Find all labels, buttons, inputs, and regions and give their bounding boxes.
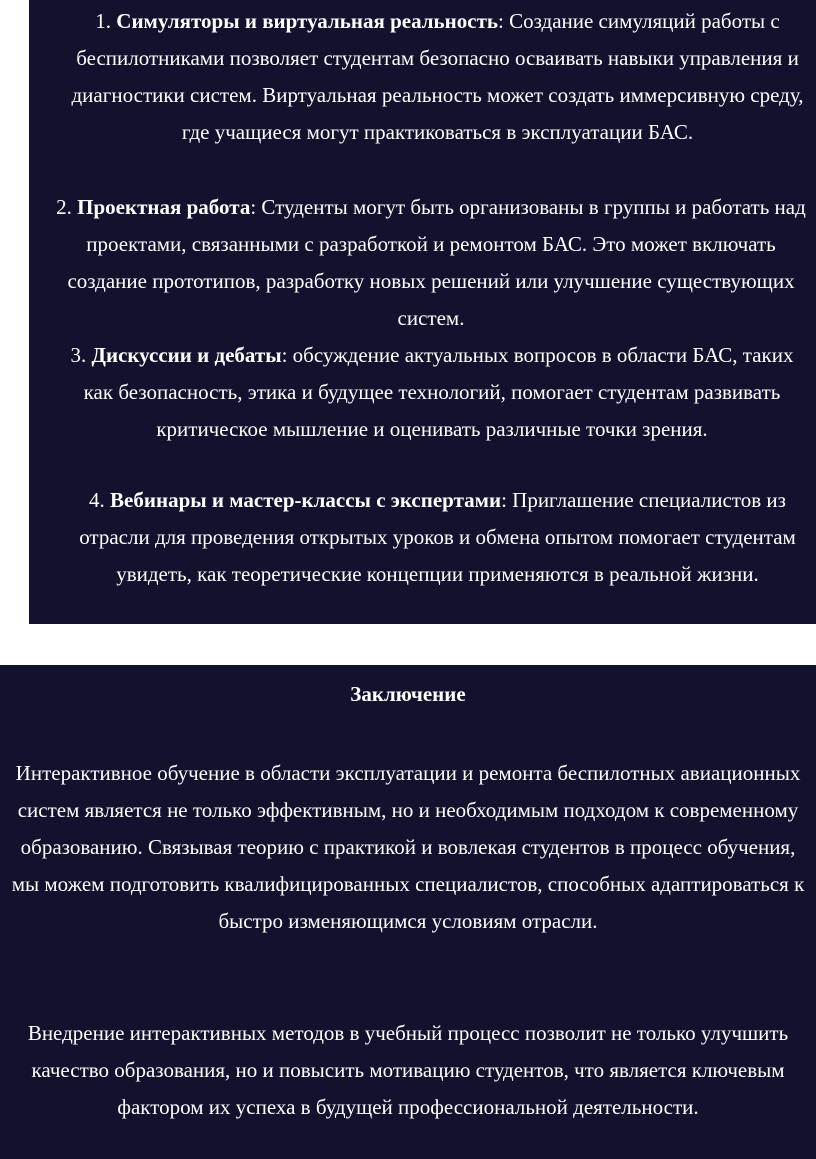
list-item-number: 4. (89, 488, 105, 512)
list-item (70, 3, 805, 151)
list-item-number: 2. (56, 195, 72, 219)
conclusion-paragraph: Внедрение интерактивных методов в учебный процесс позволит не только улучшить качество образования, но и повысить мотивацию студентов, что является ключевым фактором их успеха в будущей профессиональной деятельности. (27, 1021, 789, 1119)
list-item (58, 337, 806, 448)
list-item-term: Вебинары и мастер-классы с экспертами (110, 488, 502, 512)
list-item-term: Симуляторы и виртуальная реальность (116, 9, 498, 33)
list-item-number: 3. (70, 343, 87, 367)
list-item-number: 1. (95, 9, 112, 33)
list-item-term: Дискуссии и дебаты (91, 343, 282, 367)
list-item-text: : Приглашение специалистов из отрасли для проведения открытых уроков и обмена опытом помогает студентам увидеть, как теоретические концепции применяются в реальной жизни. (79, 488, 796, 586)
conclusion-heading: Заключение (350, 682, 466, 706)
list-item (50, 189, 812, 337)
list-item-text: : Студенты могут быть организованы в группы и работать над проектами, связанными с разработкой и ремонтом БАС. Это может включать создание прототипов, разработку новых решений или улучшение существующих систем. (67, 195, 806, 330)
list-item-text: : обсуждение актуальных вопросов в области БАС, таких как безопасность, этика и будущее технологий, помогает студентам развивать критическое мышление и оценивать различные точки зрения. (83, 343, 794, 441)
conclusion-paragraph: Интерактивное обучение в области эксплуатации и ремонта беспилотных авиационных систем является не только эффективным, но и необходимым подходом к современному образованию. Связывая теорию с практикой и вовлекая студентов в процесс обучения, мы можем подготовить квалифицированных специалистов, способных адаптироваться к быстро изменяющимся условиям отрасли. (11, 761, 805, 933)
list-item (70, 482, 805, 593)
list-item-term: Проектная работа (77, 195, 251, 219)
list-item-text: : Создание симуляций работы с беспилотниками позволяет студентам безопасно осваивать навыки управления и диагностики систем. Виртуальная реальность может создать иммерсивную среду, где учащиеся могут практиковаться в эксплуатации БАС. (71, 9, 804, 144)
